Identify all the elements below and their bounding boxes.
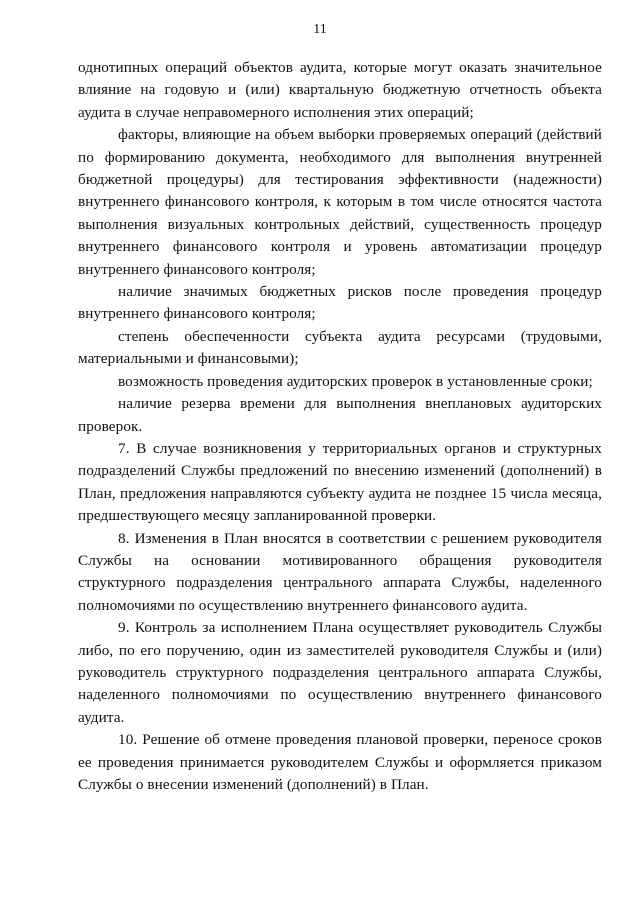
paragraph-deadlines: возможность проведения аудиторских проверок в установленные сроки; — [118, 372, 593, 390]
paragraph-sample-size-factors: факторы, влияющие на объем выборки проверяемых операций (действий по формированию документа, необходимого для выполнения внутренней бюджетной процедуры) для тестирования эффективности (надежности) внутреннего финансового контроля, к которым в том числе относятся частота выполнения визуальных контрольных действий, существенность процедур внутреннего финансового контроля и уровень автоматизации процедур внутреннего финансового контроля; — [78, 126, 602, 278]
page-number: 11 — [313, 22, 327, 37]
paragraph-item-10: 10. Решение об отмене проведения плановой проверки, переносе сроков ее проведения принимается руководителем Службы и оформляется приказом Службы о внесении изменений (дополнений) в План. — [78, 731, 602, 793]
paragraph-resources: степень обеспеченности субъекта аудита ресурсами (трудовыми, материальными и финансовыми); — [78, 327, 602, 368]
paragraph-budget-risks: наличие значимых бюджетных рисков после проведения процедур внутреннего финансового контроля; — [78, 283, 602, 323]
paragraph-time-reserve: наличие резерва времени для выполнения внеплановых аудиторских проверок. — [78, 395, 602, 435]
document-body — [78, 57, 602, 796]
paragraph-item-7: 7. В случае возникновения у территориальных органов и структурных подразделений Службы предложений по внесению изменений (дополнений) в План, предложения направляются субъекту аудита не позднее 15 числа месяца, предшествующего месяцу запланированной проверки. — [78, 439, 602, 525]
paragraph-item-9: 9. Контроль за исполнением Плана осуществляет руководитель Службы либо, по его поручению, один из заместителей руководителя Службы и (или) руководитель структурного подразделения центрального аппарата Службы, наделенного полномочиями по осуществлению внутреннего финансового аудита. — [78, 619, 602, 726]
paragraph-item-8: 8. Изменения в План вносятся в соответствии с решением руководителя Службы на основании мотивированного обращения руководителя структурного подразделения центрального аппарата Службы, наделенного полномочиями по осуществлению внутреннего финансового аудита. — [78, 529, 602, 614]
paragraph-continuation: однотипных операций объектов аудита, которые могут оказать значительное влияние на годовую и (или) квартальную бюджетную отчетность объекта аудита в случае неправомерного исполнения этих операций; — [78, 59, 602, 121]
